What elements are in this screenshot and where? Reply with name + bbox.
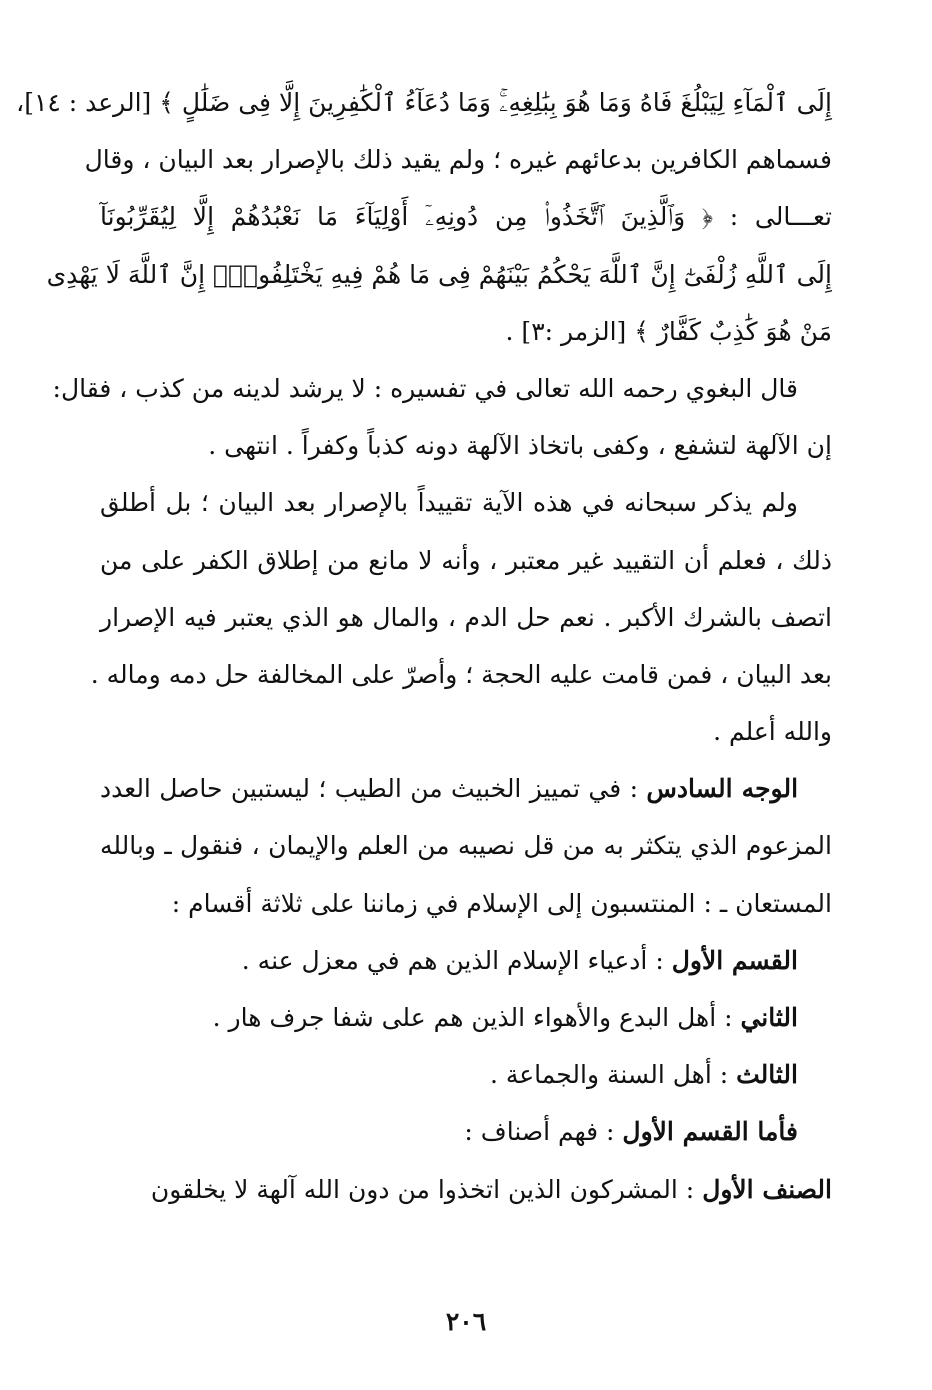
text-line: مَنْ هُوَ كَٰذِبٌ كَفَّارٌ ﴾ [الزمر :٣] .	[505, 316, 832, 346]
text-line	[100, 760, 832, 817]
section-heading: القسم الأول	[671, 945, 798, 975]
text-line: قال البغوي رحمه الله تعالى في تفسيره : لا يرشد لدينه من كذب ، فقال:	[52, 373, 798, 403]
section-heading: الوجه السادس	[646, 774, 799, 804]
section-heading: فأما القسم الأول	[622, 1117, 798, 1147]
text-line	[100, 1046, 832, 1103]
section-heading: الصنف الأول	[702, 1174, 832, 1204]
text-run: : أهل السنة والجماعة .	[489, 1060, 737, 1090]
text-line: بعد البيان ، فمن قامت عليه الحجة ؛ وأصرّ على المخالفة حل دمه وماله .	[90, 659, 832, 689]
text-line: إِلَى ٱللَّهِ زُلْفَىٰٓ إِنَّ ٱللَّهَ يَحْكُمُ بَيْنَهُمْ فِى مَا هُمْ فِيهِ يَخْتَلِفُونَۗ إِنَّ ٱللَّهَ لَا يَهْدِى	[46, 259, 832, 289]
text-line: فسماهم الكافرين بدعائهم غيره ؛ ولم يقيد ذلك بالإصرار بعد البيان ، وقال	[84, 145, 832, 175]
text-run: : في تمييز الخبيث من الطيب ؛ ليستبين حاصل العدد	[100, 774, 647, 804]
text-run: : فهم أصناف :	[464, 1117, 623, 1147]
text-line	[100, 989, 832, 1046]
text-line	[100, 932, 832, 989]
text-line: إِلَى ٱلْمَآءِ لِيَبْلُغَ فَاهُ وَمَا هُوَ بِبَٰلِغِهِۦۚ وَمَا دُعَآءُ ٱلْكَٰفِرِينَ إِلَّا فِى ضَلَٰلٍ ﴾ [الرعد : ١٤]،	[16, 88, 832, 117]
text-line	[100, 1161, 832, 1218]
section-heading: الثالث	[736, 1060, 798, 1090]
text-line: ولم يذكر سبحانه في هذه الآية تقييداً بالإصرار بعد البيان ؛ بل أطلق	[100, 488, 798, 518]
text-run: : المشركون الذين اتخذوا من دون الله آلهة لا يخلقون	[150, 1174, 703, 1204]
text-line: إن الآلهة لتشفع ، وكفى باتخاذ الآلهة دونه كذباً وكفراً . انتهى .	[208, 431, 832, 461]
page-body	[16, 74, 832, 1218]
page-number: ٢٠٦	[445, 1307, 487, 1336]
text-line: تعـــالى : ﴿ وَٱلَّذِينَ ٱتَّخَذُوا۟ مِن دُونِهِۦٓ أَوْلِيَآءَ مَا نَعْبُدُهُمْ إِلَّا لِيُقَرِّبُونَآ	[100, 202, 832, 232]
text-line: المزعوم الذي يتكثر به من قل نصيبه من العلم والإيمان ، فنقول ـ وبالله	[100, 831, 832, 861]
text-run: : أهل البدع والأهواء الذين هم على شفا جرف هار .	[212, 1003, 741, 1032]
text-run: : أدعياء الإسلام الذين هم في معزل عنه .	[241, 945, 672, 975]
text-line: والله أعلم .	[713, 717, 832, 747]
text-line: المستعان ـ : المنتسبون إلى الإسلام في زماننا على ثلاثة أقسام :	[171, 888, 832, 918]
section-heading: الثاني	[740, 1003, 798, 1032]
text-line: ذلك ، فعلم أن التقييد غير معتبر ، وأنه لا مانع من إطلاق الكفر على من	[100, 545, 832, 575]
text-line	[100, 1103, 832, 1160]
text-line: اتصف بالشرك الأكبر . نعم حل الدم ، والمال هو الذي يعتبر فيه الإصرار	[100, 602, 832, 632]
